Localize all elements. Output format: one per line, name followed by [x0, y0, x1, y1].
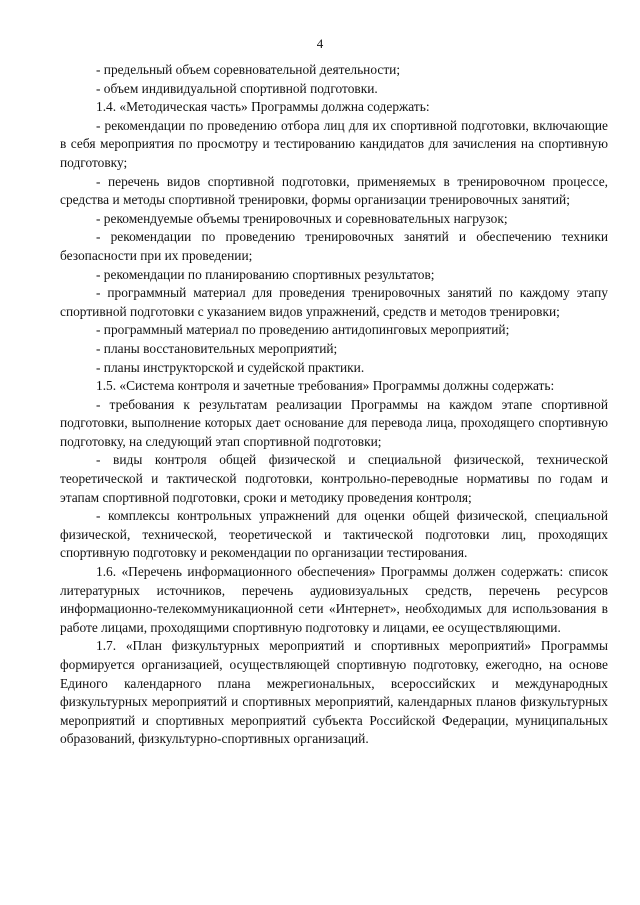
- list-item-safety-recommendations: - рекомендации по проведению тренировочных занятий и обеспечению техники безопасности при их проведении;: [60, 229, 608, 263]
- page-number: 4: [316, 36, 324, 51]
- section-1-6-paragraph: 1.6. «Перечень информационного обеспечения» Программы должен содержать: список литературных источников, перечень аудиовизуальных средств, перечень ресурсов информационно-телекоммуникационной сети «Интернет», необходимых для использования в работе лицами, проходящими спортивную подготовку и лицами, ее осуществляющими.: [60, 564, 608, 635]
- list-item-control-exercises: - комплексы контрольных упражнений для оценки общей физической, специальной физической, технической, теоретической и тактической подготовки лиц, проходящих спортивную подготовку и рекомендации по организации тестирования.: [60, 508, 608, 561]
- list-item-results-planning: - рекомендации по планированию спортивных результатов;: [96, 266, 435, 282]
- list-item-training-types: - перечень видов спортивной подготовки, применяемых в тренировочном процессе, средства и методы спортивной тренировки, формы организации тренировочных занятий;: [60, 173, 608, 208]
- section-1-5-heading: 1.5. «Система контроля и зачетные требования» Программы должны содержать:: [96, 378, 555, 394]
- list-item-competition-volume: - предельный объем соревновательной деятельности;: [96, 62, 401, 77]
- list-item-recommended-loads: - рекомендуемые объемы тренировочных и соревновательных нагрузок;: [96, 210, 508, 226]
- list-item-program-material-training: - программный материал для проведения тренировочных занятий по каждому этапу спортивной подготовки с указанием видов упражнений, средств и методов тренировки;: [60, 285, 608, 319]
- list-item-control-types: - виды контроля общей физической и специальной физической, технической теоретической и тактической подготовки, контрольно-переводные нормативы по годам и этапам спортивной подготовки, сроки и методику проведения контроля;: [60, 452, 608, 505]
- list-item-recovery-plans: - планы восстановительных мероприятий;: [96, 340, 338, 356]
- section-1-7-paragraph: 1.7. «План физкультурных мероприятий и спортивных мероприятий» Программы формируется организацией, осуществляющей спортивную подготовку, ежегодно, на основе Единого календарного плана межрегиональных, всероссийских и международных физкультурных мероприятий и спортивных мероприятий, календарных планов физкультурных мероприятий и спортивных мероприятий субъекта Российской Федерации, муниципальных образований, физкультурно-спортивных организаций.: [60, 638, 608, 747]
- section-1-4-heading: 1.4. «Методическая часть» Программы должна содержать:: [96, 99, 430, 115]
- document-body: [60, 61, 608, 749]
- list-item-judging-practice: - планы инструкторской и судейской практики.: [96, 359, 365, 375]
- list-item-result-requirements: - требования к результатам реализации Программы на каждом этапе спортивной подготовки, выполнение которых дает основание для перевода лица, проходящего спортивную подготовку, на следующий этап спортивной подготовки;: [60, 396, 608, 449]
- list-item-selection-recommendations: - рекомендации по проведению отбора лиц для их спортивной подготовки, включающие в себя мероприятия по просмотру и тестированию кандидатов для зачисления на спортивную подготовку;: [60, 117, 608, 170]
- list-item-individual-training-volume: - объем индивидуальной спортивной подготовки.: [96, 80, 378, 96]
- list-item-antidoping-material: - программный материал по проведению антидопинговых мероприятий;: [96, 322, 510, 338]
